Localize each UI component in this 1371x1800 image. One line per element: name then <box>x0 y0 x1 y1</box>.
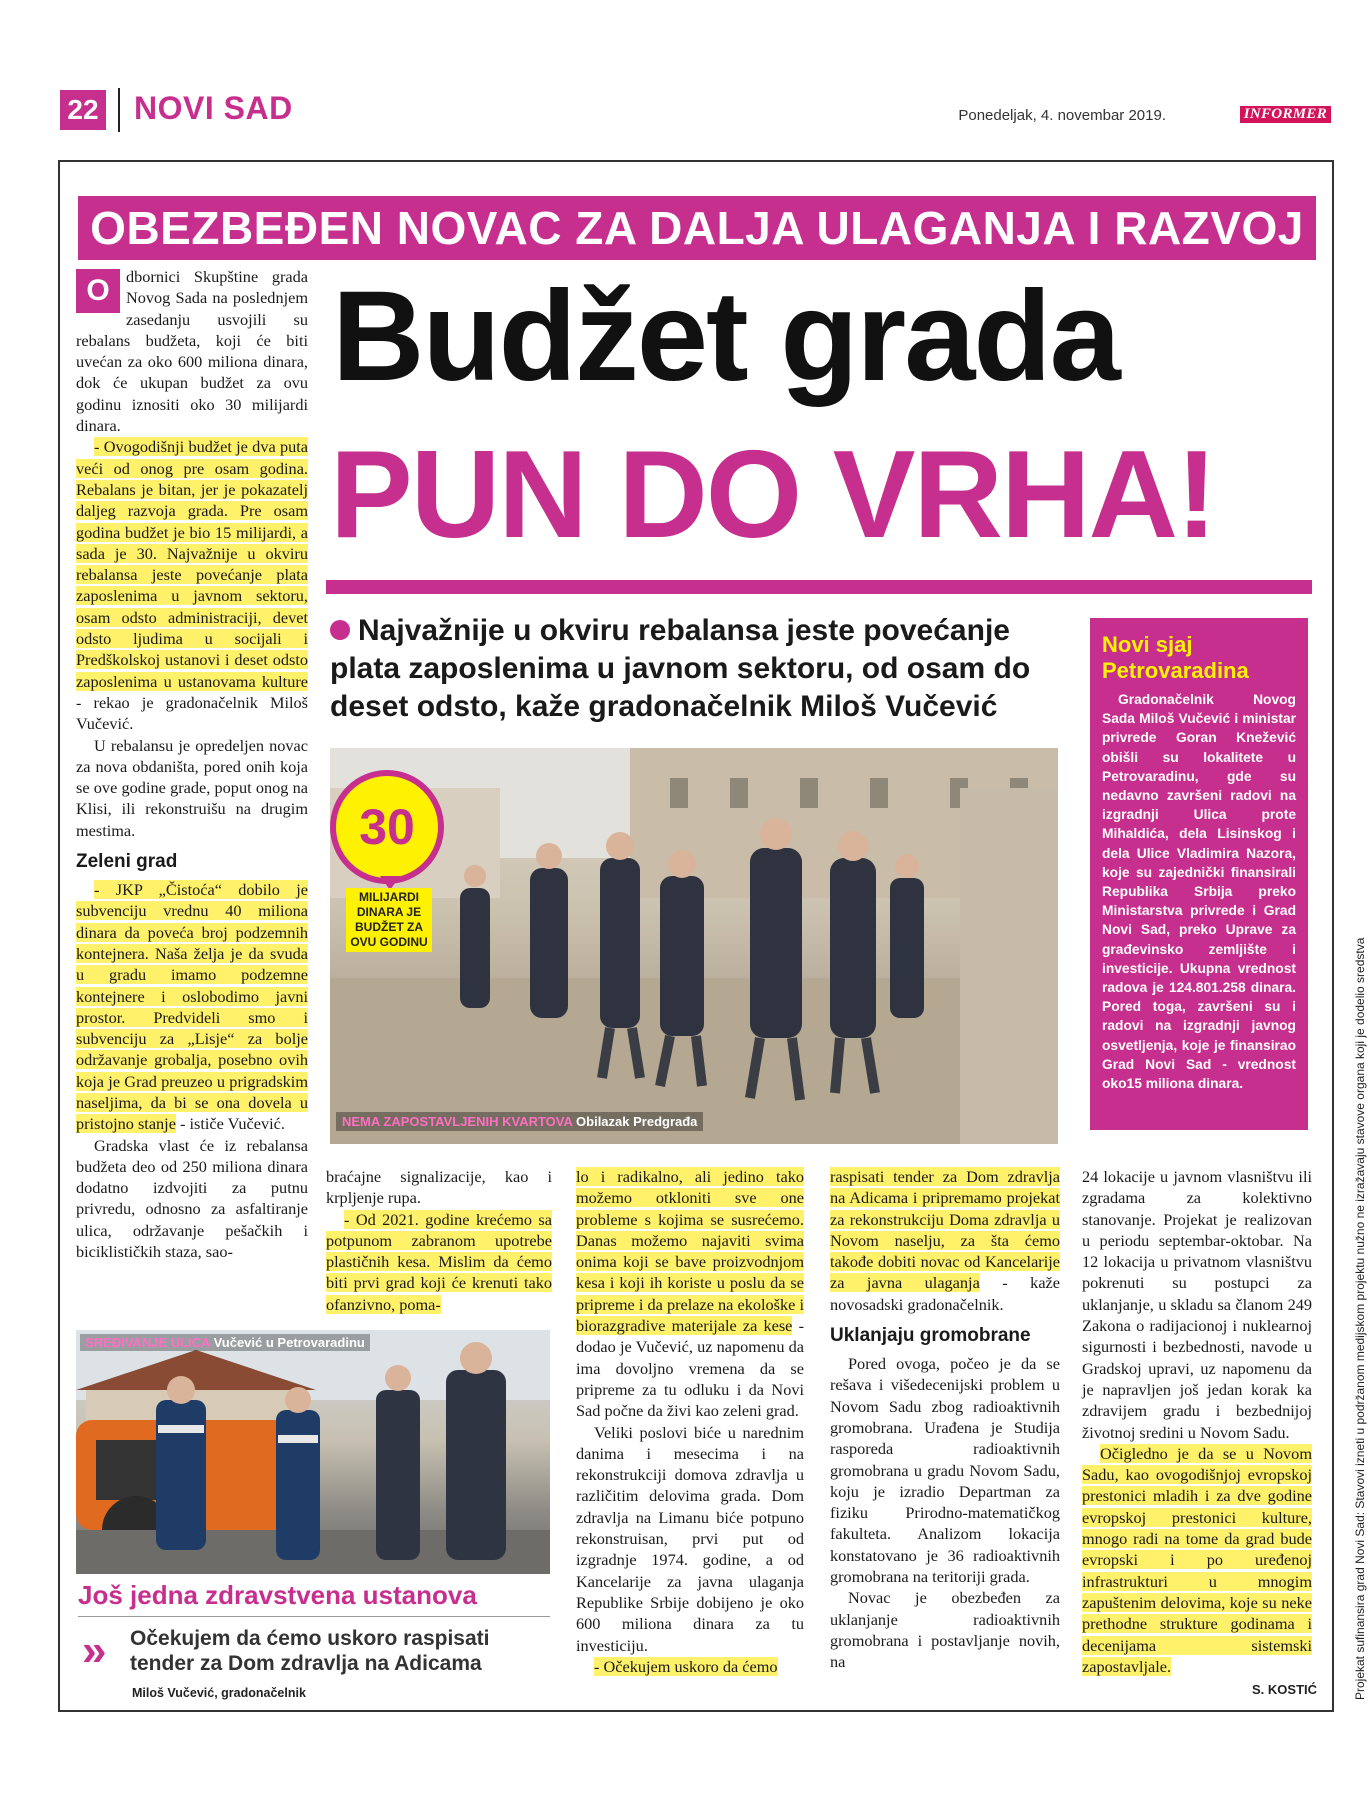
paragraph-tail: - ističe Vučević. <box>175 1114 285 1134</box>
subheading-lightning-rods: Uklanjaju gromobrane <box>830 1325 1031 1347</box>
column-4 <box>830 1166 1060 1673</box>
bullet-icon <box>330 620 350 640</box>
budget-badge: 30 <box>330 770 444 884</box>
header-divider <box>118 88 120 132</box>
quote-author: Miloš Vučević, gradonačelnik <box>132 1686 306 1700</box>
paragraph: dbornici Skupštine grada Novog Sada na poslednjem zasedanju usvojili su rebalans budžeta, koji će biti uvećan za oko 600 miliona dinara, dok će ukupan budžet za ovu godinu iznositi oko 30 milijardi dinara. <box>76 267 308 436</box>
quote-paragraph <box>76 879 308 1135</box>
headline-rule <box>326 580 1312 594</box>
column-1 <box>76 266 308 1262</box>
highlighted-text: - Ovogodišnji budžet je dva puta veći od onog pre osam godina. Rebalans je bitan, jer je pokazatelj daljeg razvoja grada. Pre osam godina budžet je bio 15 milijardi, a sada je 30. Najvažnije u okviru rebalansa jeste povećanje plata zaposlenima u javnom sektoru, osam odsto administraciji, devet odsto ljudima u socijali i Predškolskoj ustanovi i deset odsto zaposlenima u ustanovama kulture <box>76 437 308 691</box>
closing-paragraph <box>1082 1443 1312 1677</box>
quote-title: Još jedna zdravstvena ustanova <box>78 1580 477 1610</box>
highlighted-text: raspisati tender za Dom zdravlja na Adicama i pripremamo projekat za rekonstrukciju Doma zdravlja u Novom naselju, za šta ćemo takođe dobiti novac od Kancelarije za javna ulaganja <box>830 1167 1060 1293</box>
paragraph: Veliki poslovi biće u narednim danima i mesecima i na rekonstrukciji domova zdravlja u različitim delovima grada. Dom zdravlja na Limanu biće potpuno rekonstruisan, prvi put od izgradnje 1974. godine, a od Kancelarije za javna ulaganja Republike Srbije dobijeno je oko 600 miliona dinara za tu investiciju. <box>576 1422 804 1655</box>
highlighted-text: Očigledno je da se u Novom Sadu, kao ovogodišnjoj evropskoj prestonici mladih i za dve godine evropskoj prestonici kulture, mnogo radi na tome da grad bude evropski i po uređenoj infrastrukturi u mnogim zapuštenim delovima, koje su neke prethodne strukture godinama i decenijama sistemski zapostavljale. <box>1082 1443 1312 1676</box>
chevron-icon: » <box>82 1626 107 1675</box>
subheading-green-city: Zeleni grad <box>76 851 178 873</box>
sidebar-text: Gradonačelnik Novog Sada Miloš Vučević i ministar privrede Goran Knežević obišli su lokalitete u Petrovaradinu, gde su nedavno završeni radovi na izgradnji Ulica prote Mihaldića, dela Lisinskog i dela Ulice Vladimira Nazora, koje su zajednički finansirali Republika Srbija preko Ministarstva privrede i Grad Novi Sad, preko Uprave za građevinsko zemljište i investicije. Ukupna vrednost radova je 124.801.258 dinara. Pored toga, završeni su i radovi na izgradnji javnog osvetljenja, koje je finansirao Grad Novi Sad - vrednost oko15 miliona dinara. <box>1102 692 1296 1092</box>
column-5 <box>1082 1166 1312 1677</box>
badge-label: MILIJARDI DINARA JE BUDŽET ZA OVU GODINU <box>346 888 432 952</box>
headline-line2: PUN DO VRHA! <box>330 426 1216 564</box>
highlighted-text: - JKP „Čistoća“ dobilo je subvenciju vrednu 40 miliona dinara da poveća broj podzemnih kontejnera. Naša želja je da svuda u gradu imamo podzemne kontejnere i oslobodimo javni prostor. Predvideli smo i subvenciju za „Lisje“ za bolje održavanje grobalja, posebno ovih koja je Grad preuzeo u prigradskim naseljima, da bi se ona dovela u pristojno stanje <box>76 880 308 1134</box>
quote-paragraph <box>576 1166 804 1422</box>
photo-illustration <box>76 1330 550 1574</box>
column-2 <box>326 1166 552 1315</box>
quote-paragraph <box>830 1166 1060 1315</box>
paragraph-tail: - dodao je Vučević, uz napomenu da ima dovoljno vremena da se pripreme za tu odluku i da Novi Sad počne da živi kao zeleni grad. <box>576 1316 804 1421</box>
drop-cap: O <box>76 269 120 313</box>
paragraph-tail: - kaže novosadski gradonačelnik. <box>830 1273 1060 1314</box>
paragraph-tail: - rekao je gradonačelnik Miloš Vučević. <box>76 692 308 734</box>
sidebar-box <box>1090 618 1308 1130</box>
subheadline-text: Najvažnije u okviru rebalansa jeste povećanje plata zaposlenima u javnom sektoru, od osam do deset odsto, kaže gradonačelnik Miloš Vučević <box>330 614 1031 723</box>
author-signature: S. KOSTIĆ <box>1252 1682 1318 1697</box>
highlighted-text: - Od 2021. godine krećemo sa potpunom zabranom upotrebe plastičnih kesa. Mislim da ćemo biti prvi grad koji će krenuti tako ofanzivno, poma- <box>326 1209 552 1314</box>
subheadline <box>330 612 1070 726</box>
paragraph: braćajne signalizacije, kao i krpljenje rupa. <box>326 1167 552 1208</box>
funding-disclaimer: Projekat sufinansira grad Novi Sad: Stavovi izneti u podržanom medijskom projektu nužno ne izražavaju stavove organa koji je dodelio sredstva <box>1353 937 1367 1700</box>
brand-logo: INFORMER <box>1240 106 1331 123</box>
highlighted-text: lo i radikalno, ali jedino tako možemo otkloniti sve one probleme s kojima se susrećemo. Danas možemo najaviti svima onima koji se bave proizvodnjom kesa i koji ih koriste u poslu da se pripreme i da prelaze na ekološke i biorazgradive materijale za kese <box>576 1167 804 1336</box>
caption-label: NEMA ZAPOSTAVLJENIH KVARTOVA <box>342 1114 573 1129</box>
headline-line1: Budžet grada <box>332 265 1119 408</box>
paragraph: U rebalansu je opredeljen novac za nova obdaništa, pored onih koja se ove godine grade, poput onog na Klisi, ili rekonstruišu na drugim mestima. <box>76 735 308 840</box>
paragraph: Pored ovoga, počeo je da se rešava i višedecenijski problem u Novom Sadu zbog radioaktivnih gromobrana. Urađena je Studija rasporeda radioaktivnih gromobrana u gradu Novom Sadu, koju je izradio Departman za fiziku Prirodno-matematičkog fakulteta. Analizom lokacija konstatovano je 36 radioaktivnih gromobrana na teritoriji grada. <box>830 1354 1060 1587</box>
caption-text: Vučević u Petrovaradinu <box>213 1335 365 1350</box>
paragraph: Novac je obezbeđen za uklanjanje radioaktivnih gromobrana i postavljanje novih, na <box>830 1588 1060 1672</box>
section-title: NOVI SAD <box>134 90 293 126</box>
quote-paragraph <box>576 1656 804 1677</box>
highlighted-text: - Očekujem uskoro da ćemo <box>594 1656 778 1676</box>
page-number: 22 <box>60 90 106 130</box>
issue-date: Ponedeljak, 4. novembar 2019. <box>958 107 1166 124</box>
quote-paragraph <box>76 436 308 734</box>
paragraph: 24 lokacije u javnom vlasništvu ili zgradama za kolektivno stanovanje. Projekat je realizovan u periodu septembar-oktobar. Na 12 lokacija u privatnom vlasništvu pokrenuti su postupci za uklanjanje, u skladu sa članom 249 Zakona o radijacionoj i nuklearnoj sigurnosti i bezbednosti, navode u Gradskoj upravi, uz napomenu da je napravljen još jedan korak ka zdravijem gradu i bezbednijoj životnoj sredini u Novom Sadu. <box>1082 1167 1312 1442</box>
title-banner <box>78 196 1316 260</box>
street-photo <box>76 1330 550 1574</box>
pull-quote: Očekujem da ćemo uskoro raspisati tender za Dom zdravlja na Adicama <box>130 1627 490 1675</box>
caption-label: SREĐIVANJE ULICA <box>85 1335 210 1350</box>
column-3 <box>576 1166 804 1677</box>
quote-paragraph <box>326 1209 552 1315</box>
paragraph: Gradska vlast će iz rebalansa budžeta deo od 250 miliona dinara dodatno izdvojiti za putnu privredu, odnosno za asfaltiranje ulica, održavanje pešačkih i biciklističkih staza, sao- <box>76 1135 308 1262</box>
caption-text: Obilazak Predgrađa <box>576 1114 698 1129</box>
main-photo-caption <box>336 1112 703 1131</box>
street-photo-caption <box>80 1334 370 1351</box>
quote-divider <box>78 1616 550 1617</box>
sidebar-title: Novi sjaj Petrovaradina <box>1102 632 1249 683</box>
banner-text: OBEZBEĐEN NOVAC ZA DALJA ULAGANJA I RAZVOJ <box>90 202 1304 254</box>
